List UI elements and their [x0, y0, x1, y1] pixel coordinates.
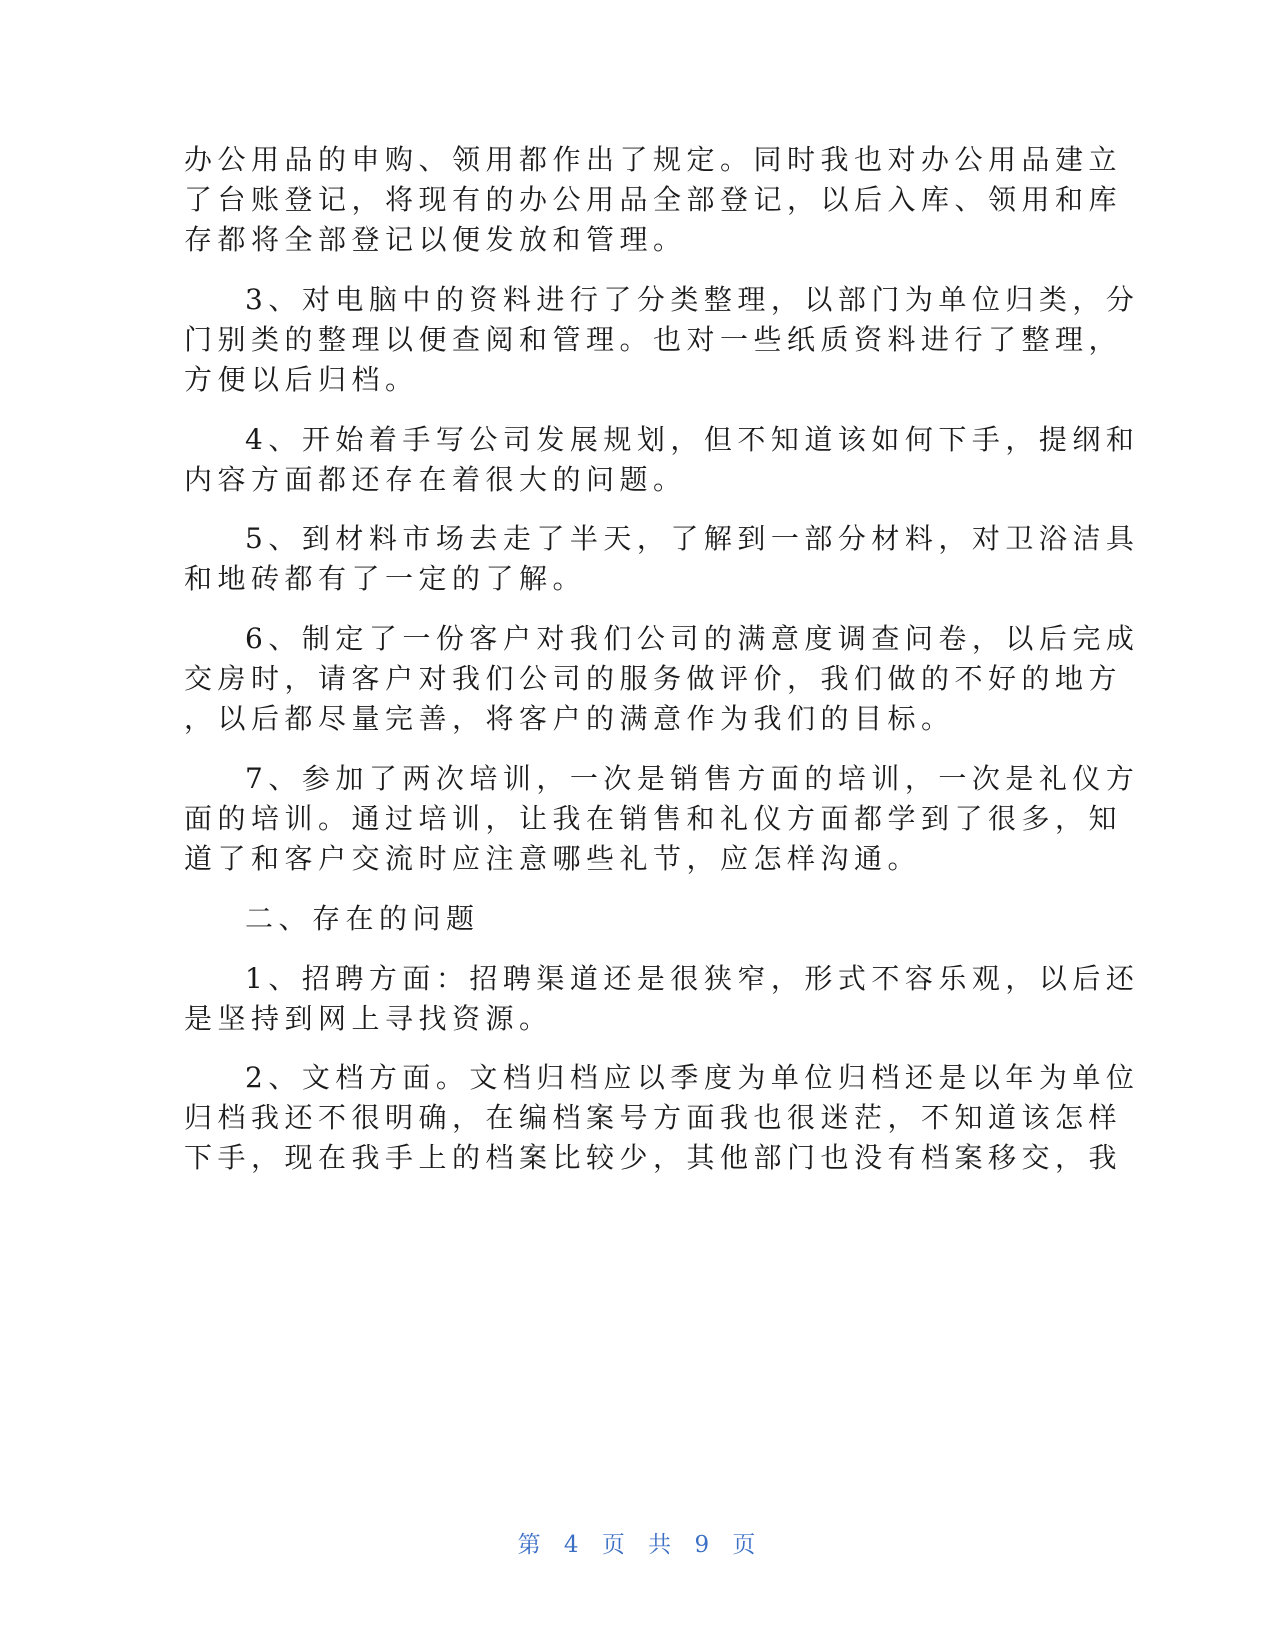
text-line: 6、制定了一份客户对我们公司的满意度调查问卷，以后完成 — [245, 622, 1140, 656]
text-line: 3、对电脑中的资料进行了分类整理，以部门为单位归类，分 — [245, 282, 1140, 316]
text-line: 面的培训。通过培训，让我在销售和礼仪方面都学到了很多，知 — [184, 801, 1123, 835]
document-body — [184, 140, 1140, 1178]
text-line: 1、招聘方面：招聘渠道还是很狭窄，形式不容乐观，以后还 — [245, 961, 1140, 995]
text-line: 存都将全部登记以便发放和管理。 — [184, 223, 687, 256]
text-line: 门别类的整理以便查阅和管理。也对一些纸质资料进行了整理， — [184, 322, 1123, 356]
text-line: 方便以后归档。 — [184, 362, 419, 396]
text-line: 归档我还不很明确，在编档案号方面我也很迷茫，不知道该怎样 — [184, 1101, 1123, 1135]
section-heading: 二、存在的问题 — [245, 901, 480, 935]
text-line: 内容方面都还存在着很大的问题。 — [184, 462, 687, 496]
text-line: ，以后都尽量完善，将客户的满意作为我们的目标。 — [184, 702, 955, 736]
text-line: 2、文档方面。文档归档应以季度为单位归档还是以年为单位 — [245, 1061, 1140, 1095]
page-number-footer: 第 4 页 共 9 页 — [517, 1532, 758, 1558]
text-line: 下手，现在我手上的档案比较少，其他部门也没有档案移交，我 — [184, 1141, 1123, 1175]
text-line: 是坚持到网上寻找资源。 — [184, 1001, 553, 1035]
text-line: 7、参加了两次培训，一次是销售方面的培训，一次是礼仪方 — [245, 761, 1140, 795]
text-line: 办公用品的申购、领用都作出了规定。同时我也对办公用品建立 — [184, 143, 1123, 176]
text-line: 交房时，请客户对我们公司的服务做评价，我们做的不好的地方 — [184, 662, 1123, 696]
text-line: 道了和客户交流时应注意哪些礼节，应怎样沟通。 — [184, 841, 922, 875]
text-line: 4、开始着手写公司发展规划，但不知道该如何下手，提纲和 — [245, 422, 1140, 456]
text-line: 和地砖都有了一定的了解。 — [184, 562, 587, 596]
text-line: 5、到材料市场去走了半天，了解到一部分材料，对卫浴洁具 — [245, 522, 1140, 556]
text-line: 了台账登记，将现有的办公用品全部登记，以后入库、领用和库 — [184, 183, 1123, 216]
